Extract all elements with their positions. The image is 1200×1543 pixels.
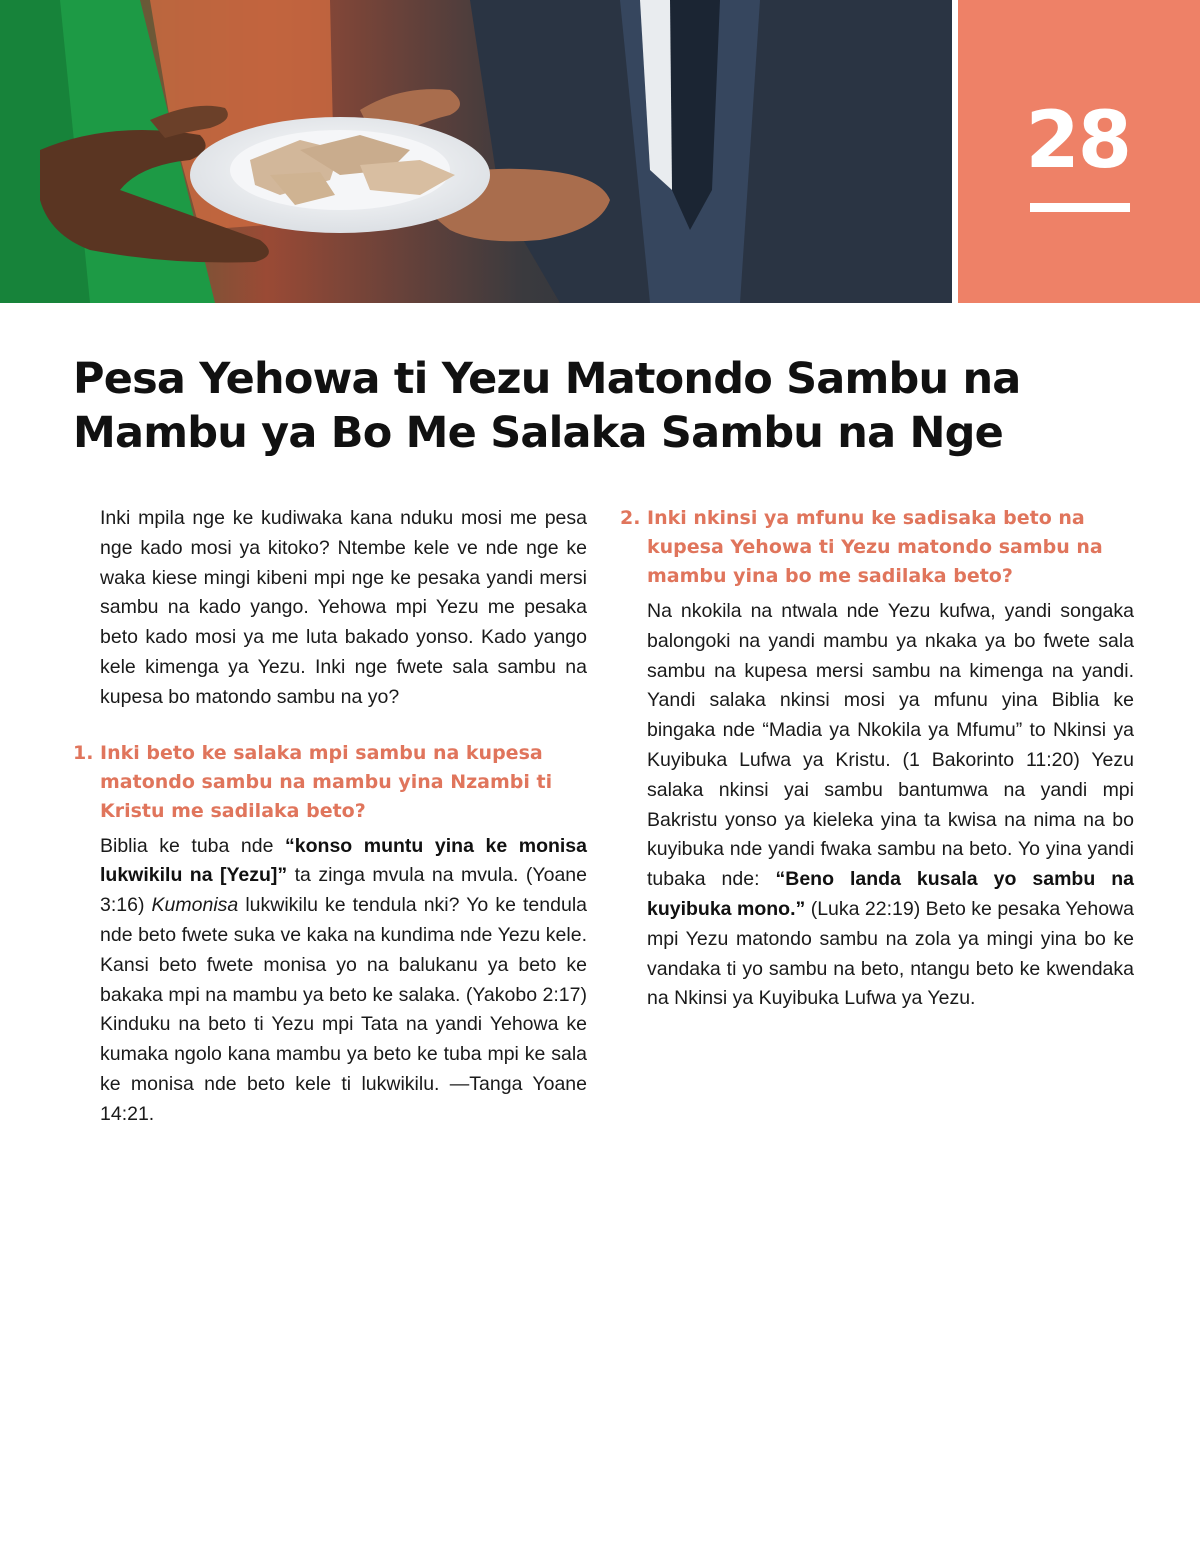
page-title: Pesa Yehowa ti Yezu Matondo Sambu na Mambu ya Bo Me Salaka Sambu na Nge [73, 354, 1021, 458]
photo-illustration [0, 0, 952, 303]
answer-1-paragraph [100, 832, 587, 1130]
answer-1-text-b: ta zinga mvula na mvula. (Yoane 3:16) [100, 864, 587, 917]
answer-2-text-b: (Luka 22:19) Beto ke pesaka Yehowa mpi Yezu matondo sambu na zola ya mingi yina bo ke vandaka ti yo sambu na beto, ntangu beto ke kwendaka na Nkinsi ya Kuyibuka Lufwa ya Yezu. [647, 897, 1134, 1010]
lesson-number-underline [1030, 203, 1130, 212]
left-column [73, 504, 587, 1130]
answer-2-text-a: Na nkokila na ntwala nde Yezu kufwa, yandi songaka balongoki na yandi mambu ya nkaka ya bo fwete sala sambu na kupesa mersi sambu na kimenga na yandi. Yandi salaka nkinsi mosi ya mfunu yina Biblia ke bingaka nde “Madia ya Nkokila ya Mfumu” to Nkinsi ya Kuyibuka Lufwa ya Kristu. (1 Bakorinto 11:20) Yezu salaka nkinsi yai sambu bantumwa na yandi mpi Bakristu yonso ya kieleka yina ta kwisa na nima na bo kuyibuka nde yandi fwaka sambu na beto. Yo yina yandi tubaka nde: [647, 600, 1134, 891]
question-1-number: 1. [73, 741, 94, 764]
question-2 [620, 504, 1134, 591]
answer-1-text-a: Biblia ke tuba nde [100, 834, 286, 857]
answer-1-italic: Kumonisa [151, 894, 239, 917]
header-photo [0, 0, 952, 303]
answer-1-quote: “konso muntu yina ke monisa lukwikilu na [Yezu]” [100, 834, 587, 887]
question-1-text: Inki beto ke salaka mpi sambu na kupesa matondo sambu na mambu yina Nzambi ti Kristu me sadilaka beto? [100, 741, 553, 822]
question-2-text: Inki nkinsi ya mfunu ke sadisaka beto na kupesa Yehowa ti Yezu matondo sambu na mambu yina bo me sadilaka beto? [647, 507, 1103, 587]
answer-1-text-c: lukwikilu ke tendula nki? Yo ke tendula nde beto fwete suka ve kaka na kundima nde Yezu kele. Kansi beto fwete monisa yo na balukanu ya beto ke bakaka mpi na mambu ya beto ke salaka. (Yakobo 2:17) Kinduku na beto ti Yezu mpi Tata na yandi Yehowa ke kumaka ngolo kana mambu ya beto ke tuba mpi ke sala ke monisa nde beto kele ti lukwikilu. —Tanga Yoane 14:21. [100, 894, 587, 1125]
question-2-number: 2. [620, 507, 641, 529]
right-column [620, 504, 1134, 1014]
question-1 [73, 739, 587, 826]
answer-2-paragraph [647, 597, 1134, 1014]
lesson-number-panel [958, 0, 1200, 303]
answer-2-quote: “Beno landa kusala yo sambu na kuyibuka mono.” [647, 868, 1134, 920]
intro-paragraph: Inki mpila nge ke kudiwaka kana nduku mosi me pesa nge kado mosi ya kitoko? Ntembe kele ve nde nge ke waka kiese mingi kibeni mpi nge ke pesaka yandi mersi sambu na kado yango. Yehowa mpi Yezu me pesaka beto kado mosi ya me luta bakado yonso. Kado yango kele kimenga ya Yezu. Inki nge fwete sala sambu na kupesa bo matondo sambu na yo? [100, 507, 587, 708]
lesson-number: 28 [1025, 96, 1130, 186]
